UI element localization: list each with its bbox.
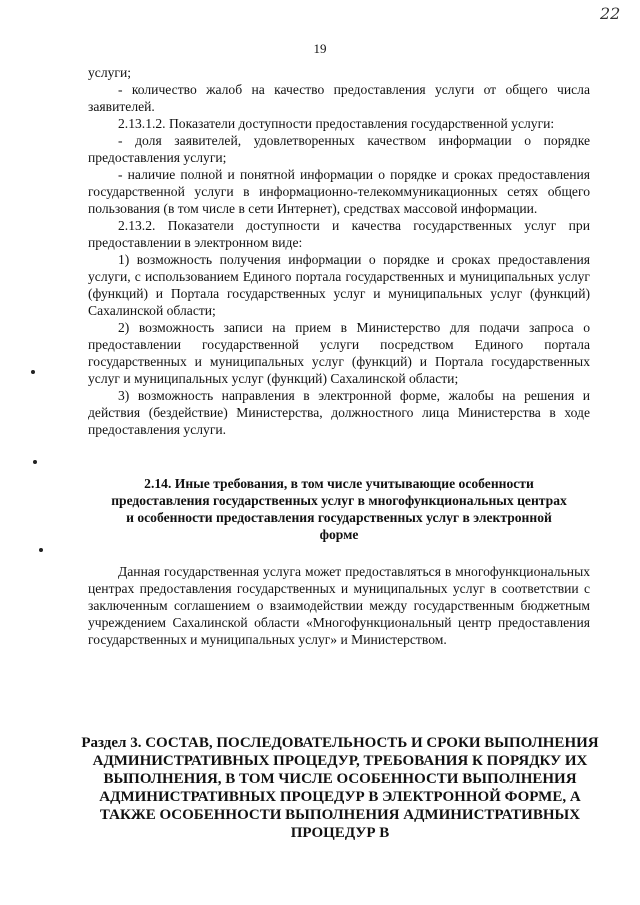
paragraph: - доля заявителей, удовлетворенных качеством информации о порядке предоставления услуги; — [88, 133, 590, 165]
paragraph: услуги; — [88, 65, 132, 80]
scan-speck — [39, 548, 43, 552]
spacer — [88, 543, 590, 563]
paragraph: 2.13.1.2. Показатели доступности предоставления государственной услуги: — [118, 116, 555, 131]
paragraph: 1) возможность получения информации о порядке и сроках предоставления услуги, с использованием Единого портала государственных и муниципальных услуг (функций) и Портала государственных услуг и муниципальных услуг (функций) Сахалинской области; — [88, 252, 590, 318]
handwritten-page-mark: 22 — [600, 4, 621, 23]
paragraph: 2.13.2. Показатели доступности и качества государственных услуг при предоставлении в электронном виде: — [88, 218, 590, 250]
paragraph: 3) возможность направления в электронной форме, жалобы на решения и действия (бездействие) Министерства, должностного лица Министерства в ходе предоставления услуги. — [88, 388, 590, 437]
paragraph: - количество жалоб на качество предоставления услуги от общего числа заявителей. — [88, 82, 590, 114]
paragraph: - наличие полной и понятной информации о порядке и сроках предоставления государственной услуги в информационно-телекоммуникационных сетях общего пользования (в том числе в сети Интернет), средствах массовой информации. — [88, 167, 590, 216]
document-body — [88, 64, 590, 648]
section-heading: 2.14. Иные требования, в том числе учитывающие особенности предоставления государственных услуг в многофункциональных центрах и особенности предоставления государственных услуг в электронной форме — [111, 476, 567, 542]
scan-speck — [31, 370, 35, 374]
paragraph: Данная государственная услуга может предоставляться в многофункциональных центрах предоставления государственных и муниципальных услуг в соответствии с заключенным соглашением о взаимодействии между государственным бюджетным учреждением Сахалинской области «Многофункциональный центр предоставления государственных и муниципальных услуг» и Министерством. — [88, 564, 590, 647]
paragraph: 2) возможность записи на прием в Министерство для подачи запроса о предоставлении государственной услуги посредством Единого портала государственных и муниципальных услуг (функций) и Портала государственных услуг и муниципальных услуг (функций) Сахалинской области; — [88, 320, 590, 386]
chapter-heading: Раздел 3. СОСТАВ, ПОСЛЕДОВАТЕЛЬНОСТЬ И СРОКИ ВЫПОЛНЕНИЯ АДМИНИСТРАТИВНЫХ ПРОЦЕДУР, ТРЕБОВАНИЯ К ПОРЯДКУ ИХ ВЫПОЛНЕНИЯ, В ТОМ ЧИСЛЕ ОСОБЕННОСТИ ВЫПОЛНЕНИЯ АДМИНИСТРАТИВНЫХ ПРОЦЕДУР В ЭЛЕКТРОННОЙ ФОРМЕ, А ТАКЖЕ ОСОБЕННОСТИ ВЫПОЛНЕНИЯ АДМИНИСТРАТИВНЫХ ПРОЦЕДУР В — [81, 735, 599, 841]
scan-speck — [33, 460, 37, 464]
page-number: 19 — [313, 41, 327, 56]
